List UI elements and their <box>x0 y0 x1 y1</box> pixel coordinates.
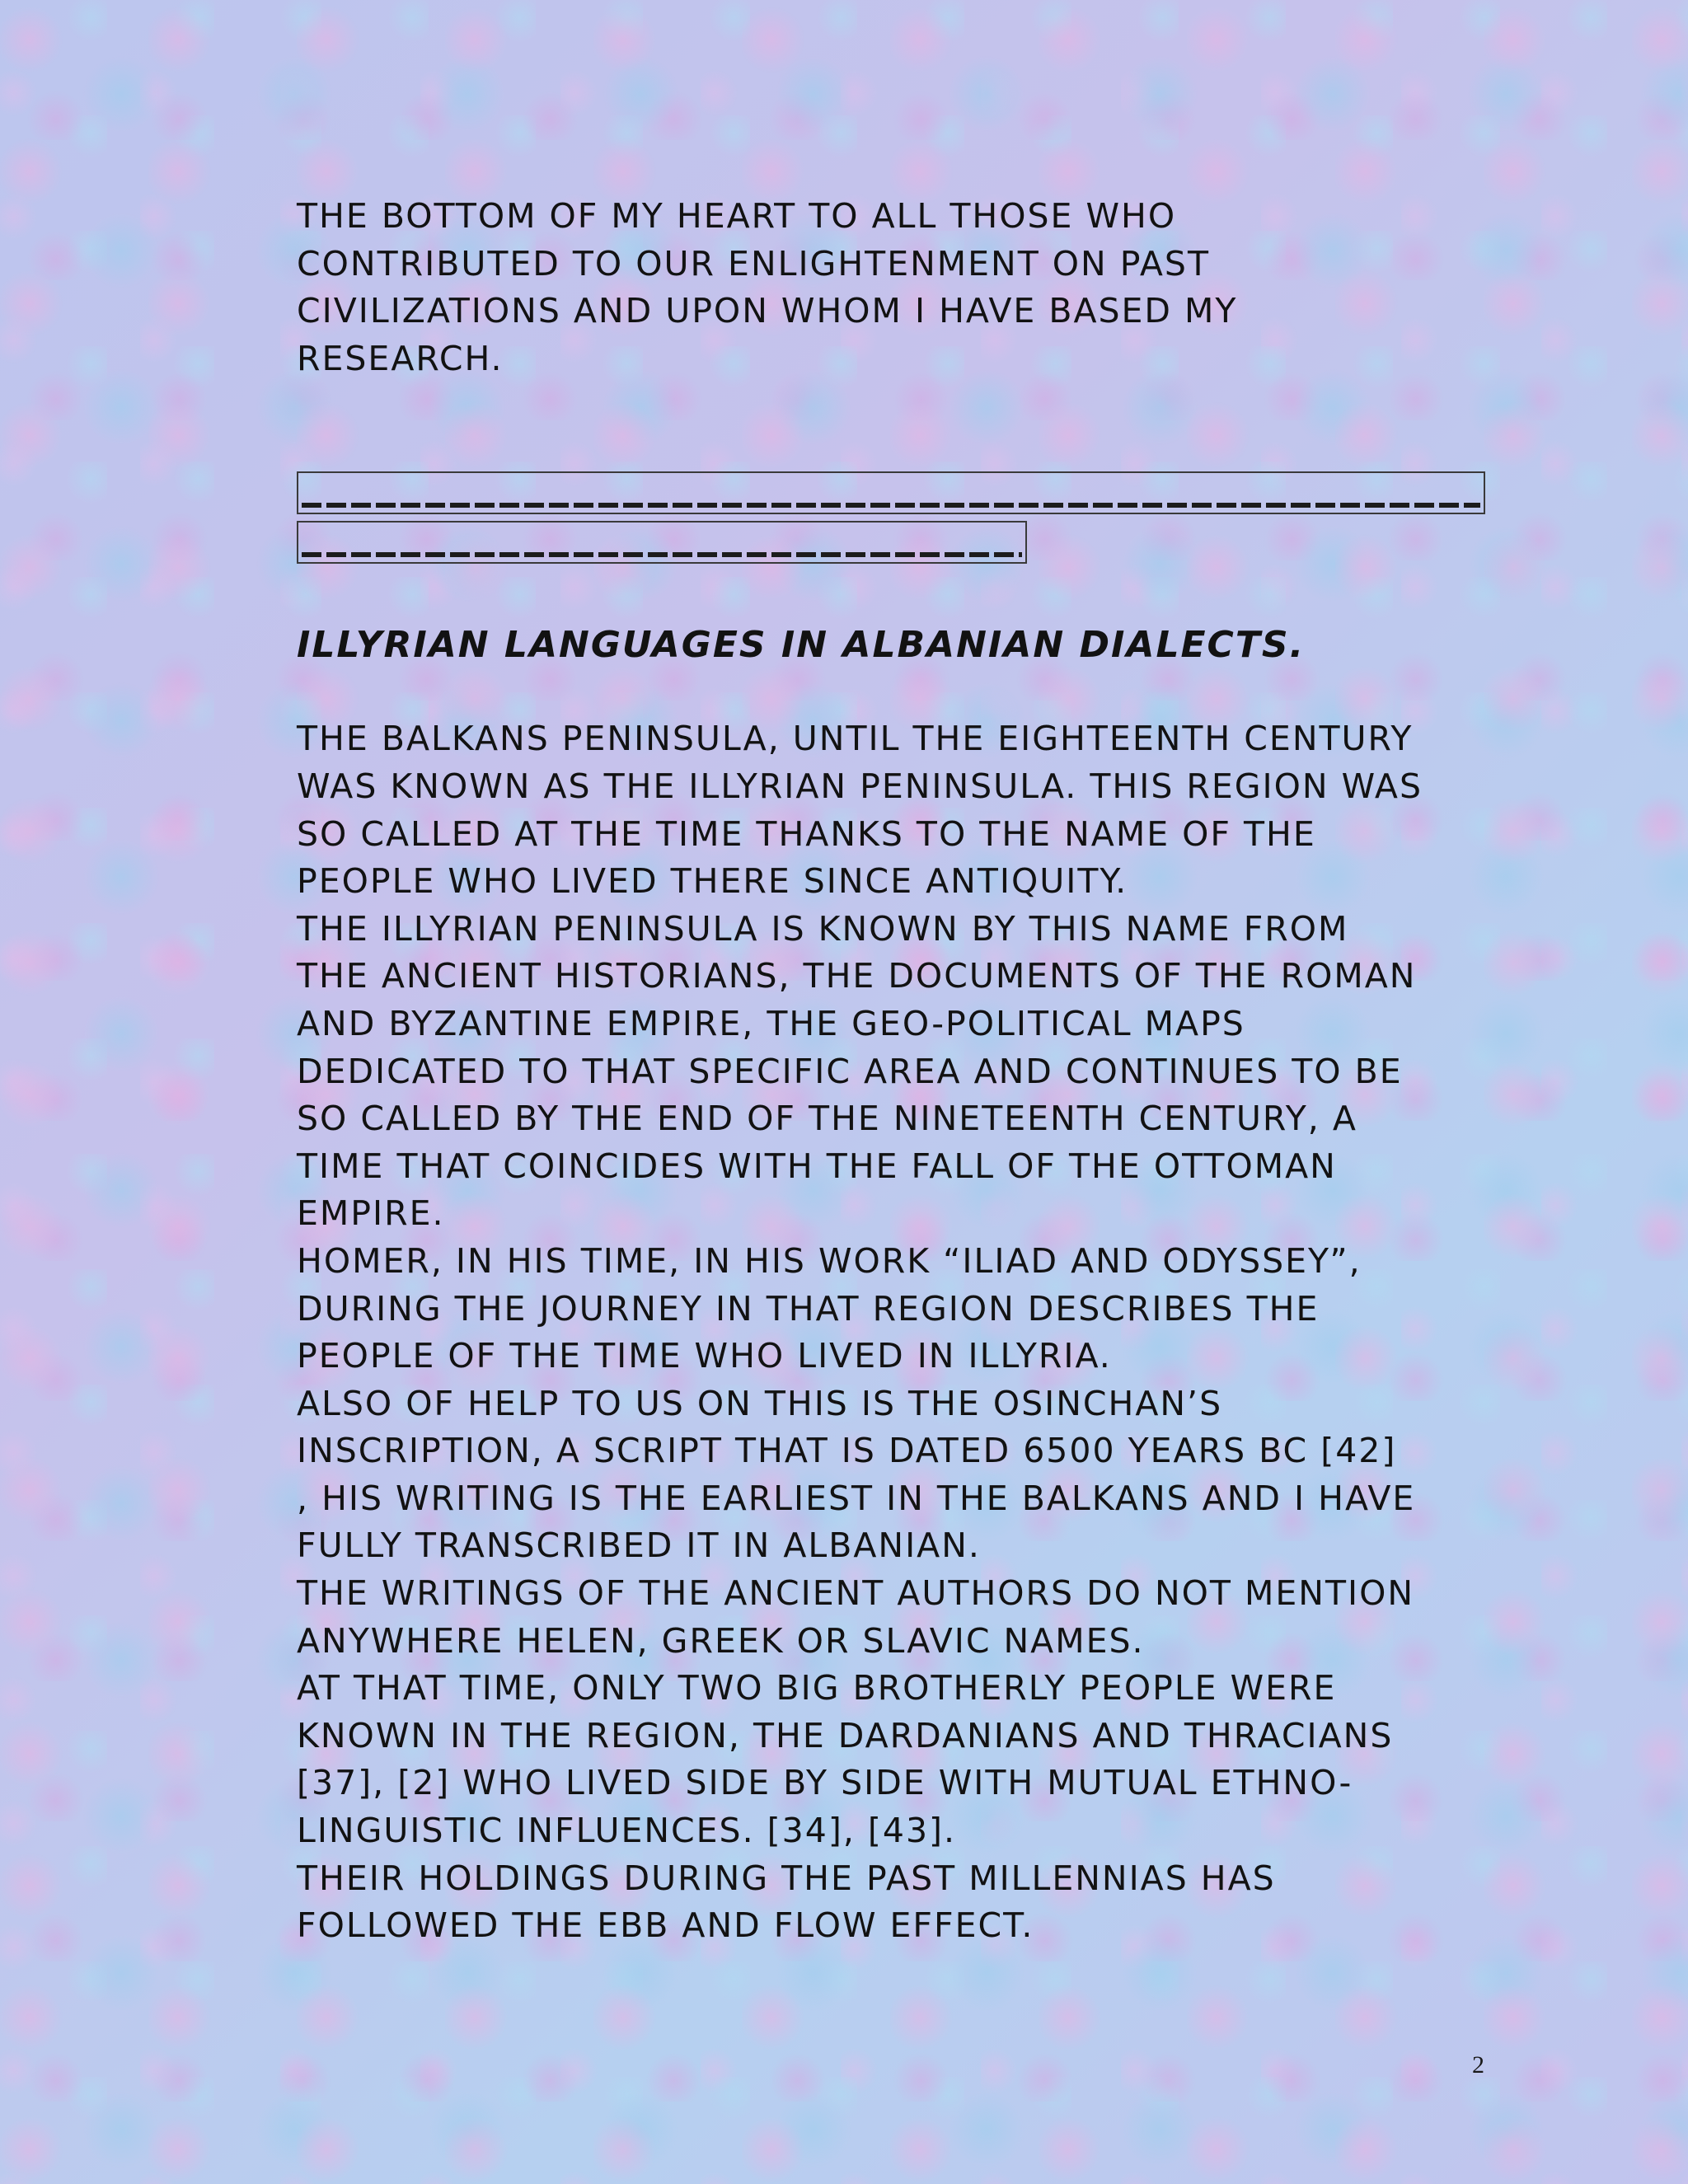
dash-line <box>302 503 1480 508</box>
section-heading: ILLYRIAN LANGUAGES IN ALBANIAN DIALECTS. <box>297 624 1306 667</box>
page-number: 2 <box>1472 2051 1484 2079</box>
intro-paragraph: THE BOTTOM OF MY HEART TO ALL THOSE WHO CONTRIBUTED TO OUR ENLIGHTENMENT ON PAST CIVILIZATIONS AND UPON WHOM I HAVE BASED MY RESEARCH. <box>297 196 1238 378</box>
dash-line <box>302 552 1022 557</box>
separator-box-top <box>297 471 1485 514</box>
separator-rule <box>297 471 1500 564</box>
separator-box-bottom <box>297 521 1027 564</box>
page-content <box>297 193 1500 1950</box>
section-body: THE BALKANS PENINSULA, UNTIL THE EIGHTEENTH CENTURY WAS KNOWN AS THE ILLYRIAN PENINSULA. THIS REGION WAS SO CALLED AT THE TIME THANKS TO THE NAME OF THE PEOPLE WHO LIVED THERE SINCE ANTIQUITY. THE ILLYRIAN PENINSULA IS KNOWN BY THIS NAME FROM THE ANCIENT HISTORIANS, THE DOCUMENTS OF THE ROMAN AND BYZANTINE EMPIRE, THE GEO-POLITICAL MAPS DEDICATED TO THAT SPECIFIC AREA AND CONTINUES TO BE SO CALLED BY THE END OF THE NINETEENTH CENTURY, A TIME THAT COINCIDES WITH THE FALL OF THE OTTOMAN EMPIRE. HOMER, IN HIS TIME, IN HIS WORK “ILIAD AND ODYSSEY”, DURING THE JOURNEY IN THAT REGION DESCRIBES THE PEOPLE OF THE TIME WHO LIVED IN ILLYRIA. ALSO OF HELP TO US ON THIS IS THE OSINCHAN’S INSCRIPTION, A SCRIPT THAT IS DATED 6500 YEARS BC [42] , HIS WRITING IS THE EARLIEST IN THE BALKANS AND I HAVE FULLY TRANSCRIBED IT IN ALBANIAN. THE WRITINGS OF THE ANCIENT AUTHORS DO NOT MENTION ANYWHERE HELEN, GREEK OR SLAVIC NAMES. AT THAT TIME, ONLY TWO BIG BROTHERLY PEOPLE WERE KNOWN IN THE REGION, THE DARDANIANS AND THRACIANS [37], [2] WHO LIVED SIDE BY SIDE WITH MUTUAL ETHNO- LINGUISTIC INFLUENCES. [34], [43]. THEIR HOLDINGS DURING THE PAST MILLENNIAS HAS FOLLOWED THE EBB AND FLOW EFFECT. <box>297 719 1423 1946</box>
